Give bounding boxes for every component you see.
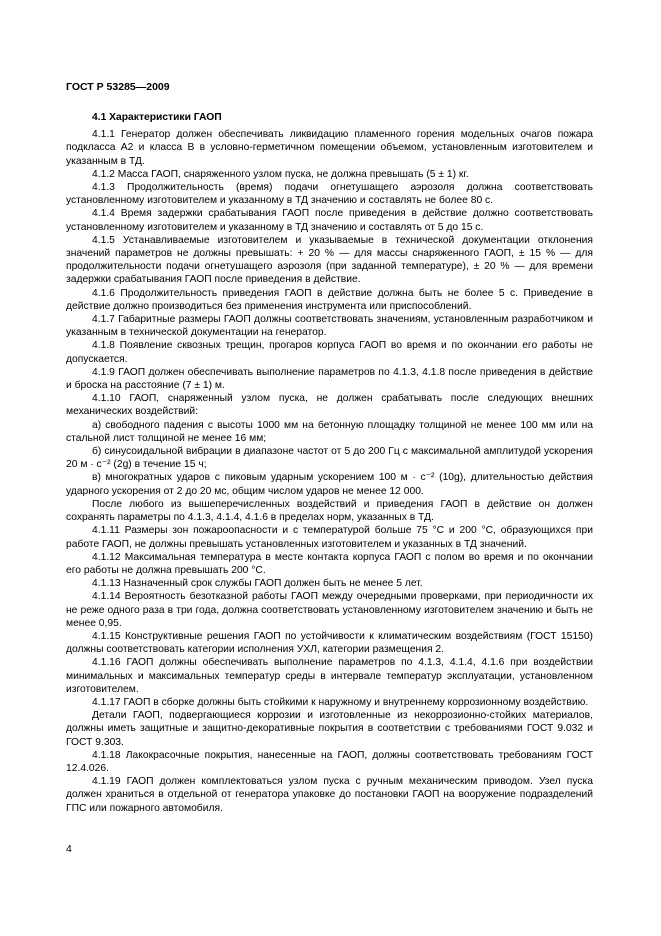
paragraph-4-1-8: 4.1.8 Появление сквозных трещин, прогаров корпуса ГАОП во время и по окончании его работы не допускается. bbox=[66, 340, 593, 365]
page-number: 4 bbox=[66, 843, 72, 855]
paragraph-4-1-19: 4.1.19 ГАОП должен комплектоваться узлом пуска с ручным механическим приводом. Узел пуска должен храниться в отдельной от генератора упаковке до постановки ГАОП на вооружение подразделений ГПС или пожарного автомобиля. bbox=[66, 776, 593, 814]
paragraph-corrosion-details: Детали ГАОП, подвергающиеся коррозии и изготовленные из некоррозионно-стойких материалов, должны иметь защитные и защитно-декоративные покрытия в соответствии с требованиями ГОСТ 9.032 и ГОСТ 9.303. bbox=[66, 710, 593, 748]
document-header: ГОСТ Р 53285—2009 bbox=[66, 81, 170, 93]
paragraph-4-1-2: 4.1.2 Масса ГАОП, снаряженного узлом пуска, не должна превышать (5 ± 1) кг. bbox=[92, 168, 469, 180]
paragraph-4-1-6: 4.1.6 Продолжительность приведения ГАОП в действие должна быть не более 5 с. Приведение в действие должно производиться без применения инструмента или приспособлений. bbox=[66, 287, 593, 312]
paragraph-4-1-11: 4.1.11 Размеры зон пожароопасности и с температурой больше 75 °С и 200 °С, образующихся при работе ГАОП, не должны превышать установленных изготовителем и указанных в ТД значений. bbox=[66, 525, 593, 550]
paragraph-4-1-18: 4.1.18 Лакокрасочные покрытия, нанесенные на ГАОП, должны соответствовать требованиям ГОСТ 12.4.026. bbox=[66, 749, 593, 774]
paragraph-4-1-7: 4.1.7 Габаритные размеры ГАОП должны соответствовать значениям, установленным разработчиком и указанным в технической документации на генератор. bbox=[66, 314, 593, 339]
paragraph-4-1-14: 4.1.14 Вероятность безотказной работы ГАОП между очередными проверками, при периодичности их не реже одного раза в три года, должна соответствовать установленному изготовителем значению и быть не менее 0,95. bbox=[66, 591, 593, 629]
section-title: 4.1 Характеристики ГАОП bbox=[92, 112, 222, 123]
paragraph-4-1-16: 4.1.16 ГАОП должны обеспечивать выполнение параметров по 4.1.3, 4.1.4, 4.1.6 при воздействии минимальных и максимальных температур среды в интервале температур эксплуатации, установленном изготовителем. bbox=[66, 657, 593, 695]
paragraph-4-1-1: 4.1.1 Генератор должен обеспечивать ликвидацию пламенного горения модельных очагов пожара подкласса А2 и класса В в условно-герметичном помещении объемом, установленным изготовителем и указанным в ТД. bbox=[66, 129, 593, 167]
paragraph-4-1-15: 4.1.15 Конструктивные решения ГАОП по устойчивости к климатическим воздействиям (ГОСТ 15150) должны соответствовать категории исполнения УХЛ, категории размещения 2. bbox=[66, 630, 593, 656]
paragraph-4-1-9: 4.1.9 ГАОП должен обеспечивать выполнение параметров по 4.1.3, 4.1.8 после приведения в действие и броска на расстояние (7 ± 1) м. bbox=[66, 366, 593, 392]
paragraph-4-1-3: 4.1.3 Продолжительность (время) подачи огнетушащего аэрозоля должна соответствовать установленному изготовителем и указанному в ТД значению и составлять не более 80 с. bbox=[66, 182, 593, 207]
paragraph-4-1-5: 4.1.5 Устанавливаемые изготовителем и указываемые в технической документации отклонения значений параметров не должны превышать: + 20 % — для массы снаряженного ГАОП, ± 15 % — для продолжительности подачи огнетушащего аэрозоля (при заданной температуре), ± 20 % — для времени задержки срабатывания ГАОП после приведения в действие. bbox=[66, 234, 593, 286]
paragraph-4-1-17: 4.1.17 ГАОП в сборке должны быть стойкими к наружному и внутреннему коррозионному воздействию. bbox=[92, 696, 589, 708]
paragraph-4-1-10: 4.1.10 ГАОП, снаряженный узлом пуска, не должен срабатывать после следующих внешних механических воздействий: bbox=[66, 393, 593, 418]
list-item-v: в) многократных ударов с пиковым ударным ускорением 100 м · с⁻² (10g), длительностью действия ударного ускорения от 2 до 20 мс, общим числом ударов не менее 12 000. bbox=[66, 472, 593, 497]
list-item-a: а) свободного падения с высоты 1000 мм на бетонную площадку толщиной не менее 100 мм или на стальной лист толщиной не менее 16 мм; bbox=[66, 419, 593, 444]
list-item-b: б) синусоидальной вибрации в диапазоне частот от 5 до 200 Гц с максимальной амплитудой ускорения 20 м · с⁻² (2g) в течение 15 ч; bbox=[66, 446, 593, 471]
paragraph-4-1-4: 4.1.4 Время задержки срабатывания ГАОП после приведения в действие должно соответствовать установленному изготовителем и указанному в ТД значению и составлять от 5 до 15 с. bbox=[66, 208, 593, 233]
paragraph-4-1-13: 4.1.13 Назначенный срок службы ГАОП должен быть не менее 5 лет. bbox=[92, 578, 423, 590]
paragraph-after-impacts: После любого из вышеперечисленных воздействий и приведения ГАОП в действие он должен сохранять параметры по 4.1.3, 4.1.4, 4.1.6 в пределах норм, указанных в ТД. bbox=[66, 498, 593, 524]
paragraph-4-1-12: 4.1.12 Максимальная температура в месте контакта корпуса ГАОП с полом во время и по окончании его работы не должна превышать 200 °С. bbox=[66, 551, 593, 576]
document-body bbox=[66, 111, 593, 815]
